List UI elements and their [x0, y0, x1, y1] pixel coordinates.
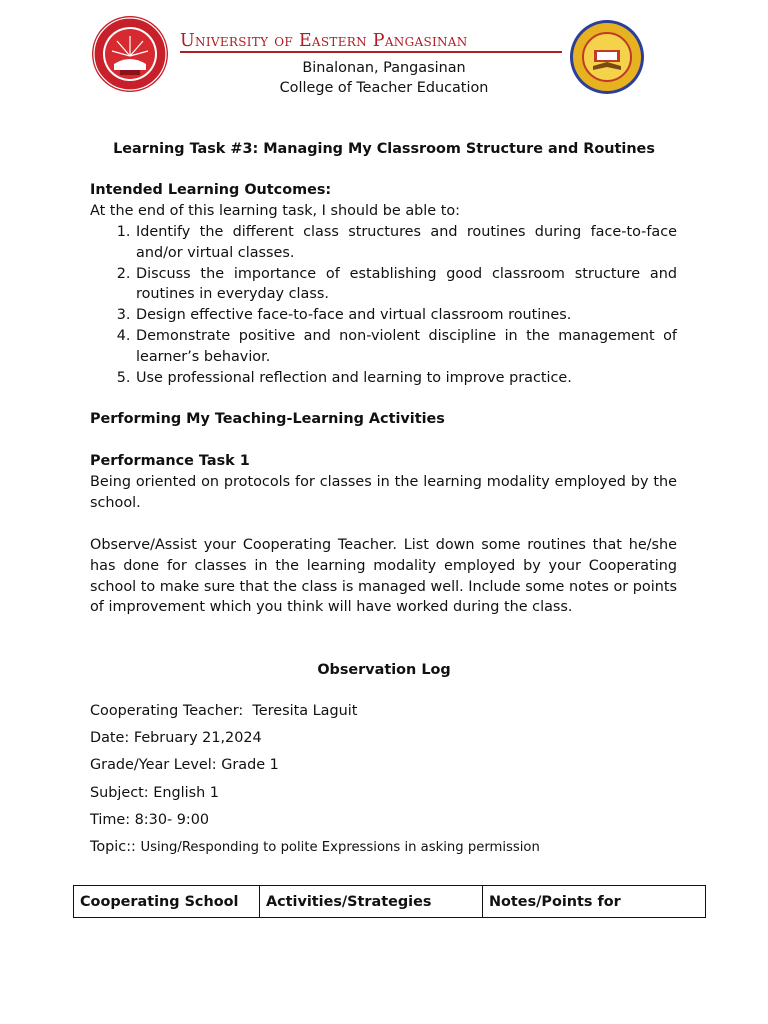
- college-seal-logo: [567, 18, 647, 96]
- field-value: Grade 1: [221, 757, 279, 773]
- field-label: Time:: [90, 812, 131, 828]
- field-value: February 21,2024: [133, 730, 262, 746]
- list-item: 3. Design effective face-to-face and virtual classroom routines.: [135, 305, 677, 326]
- outcomes-list: [90, 222, 677, 388]
- list-item: 5. Use professional reflection and learning to improve practice.: [135, 368, 677, 389]
- table-header-cell: Notes/Points for: [489, 894, 621, 910]
- date-field: [90, 728, 262, 749]
- field-value: 8:30- 9:00: [134, 812, 210, 828]
- topic-field: [90, 837, 540, 859]
- table-header-cell: Activities/Strategies: [260, 886, 483, 917]
- header-college: College of Teacher Education: [279, 80, 489, 96]
- field-label: Topic::: [90, 839, 136, 855]
- grade-level-field: [90, 755, 279, 776]
- performance-task-paragraph-2: Observe/Assist your Cooperating Teacher. List down some routines that he/she has done for classes in the learning modality employed by your Cooperating school to make sure that the class is managed well. Include some notes or points of improvement which you think will have worked during the class.: [90, 537, 677, 616]
- field-label: Date:: [90, 730, 130, 746]
- outcomes-heading: Intended Learning Outcomes:: [90, 182, 332, 198]
- field-label: Grade/Year Level:: [90, 757, 217, 773]
- performance-task-paragraph-1: Being oriented on protocols for classes in the learning modality employed by the school.: [90, 474, 677, 511]
- university-seal-logo: [90, 14, 170, 94]
- field-value: Using/Responding to polite Expressions in asking permission: [140, 840, 540, 855]
- observation-table-header: [73, 885, 706, 918]
- header-location: Binalonan, Pangasinan: [302, 60, 466, 76]
- subject-field: [90, 783, 219, 804]
- cooperating-teacher-field: [90, 701, 357, 722]
- field-label: Cooperating Teacher:: [90, 703, 244, 719]
- observation-log-title: Observation Log: [317, 662, 451, 678]
- field-value: English 1: [153, 785, 219, 801]
- task-title: Learning Task #3: Managing My Classroom Structure and Routines: [113, 141, 655, 157]
- header-rule: [180, 51, 562, 53]
- outcomes-intro: At the end of this learning task, I should be able to:: [90, 203, 460, 219]
- list-item: 4. Demonstrate positive and non-violent discipline in the management of learner’s behavior.: [135, 326, 677, 368]
- university-name: University of Eastern Pangasinan: [180, 31, 468, 51]
- list-item: 2. Discuss the importance of establishing good classroom structure and routines in everyday class.: [135, 264, 677, 306]
- time-field: [90, 810, 209, 831]
- list-item: 1. Identify the different class structures and routines during face-to-face and/or virtual classes.: [135, 222, 677, 264]
- performance-task-heading: Performance Task 1: [90, 453, 250, 469]
- field-label: Subject:: [90, 785, 149, 801]
- activities-heading: Performing My Teaching-Learning Activities: [90, 411, 445, 427]
- field-value: Teresita Laguit: [252, 703, 358, 719]
- table-header-cell: Cooperating School: [74, 886, 260, 917]
